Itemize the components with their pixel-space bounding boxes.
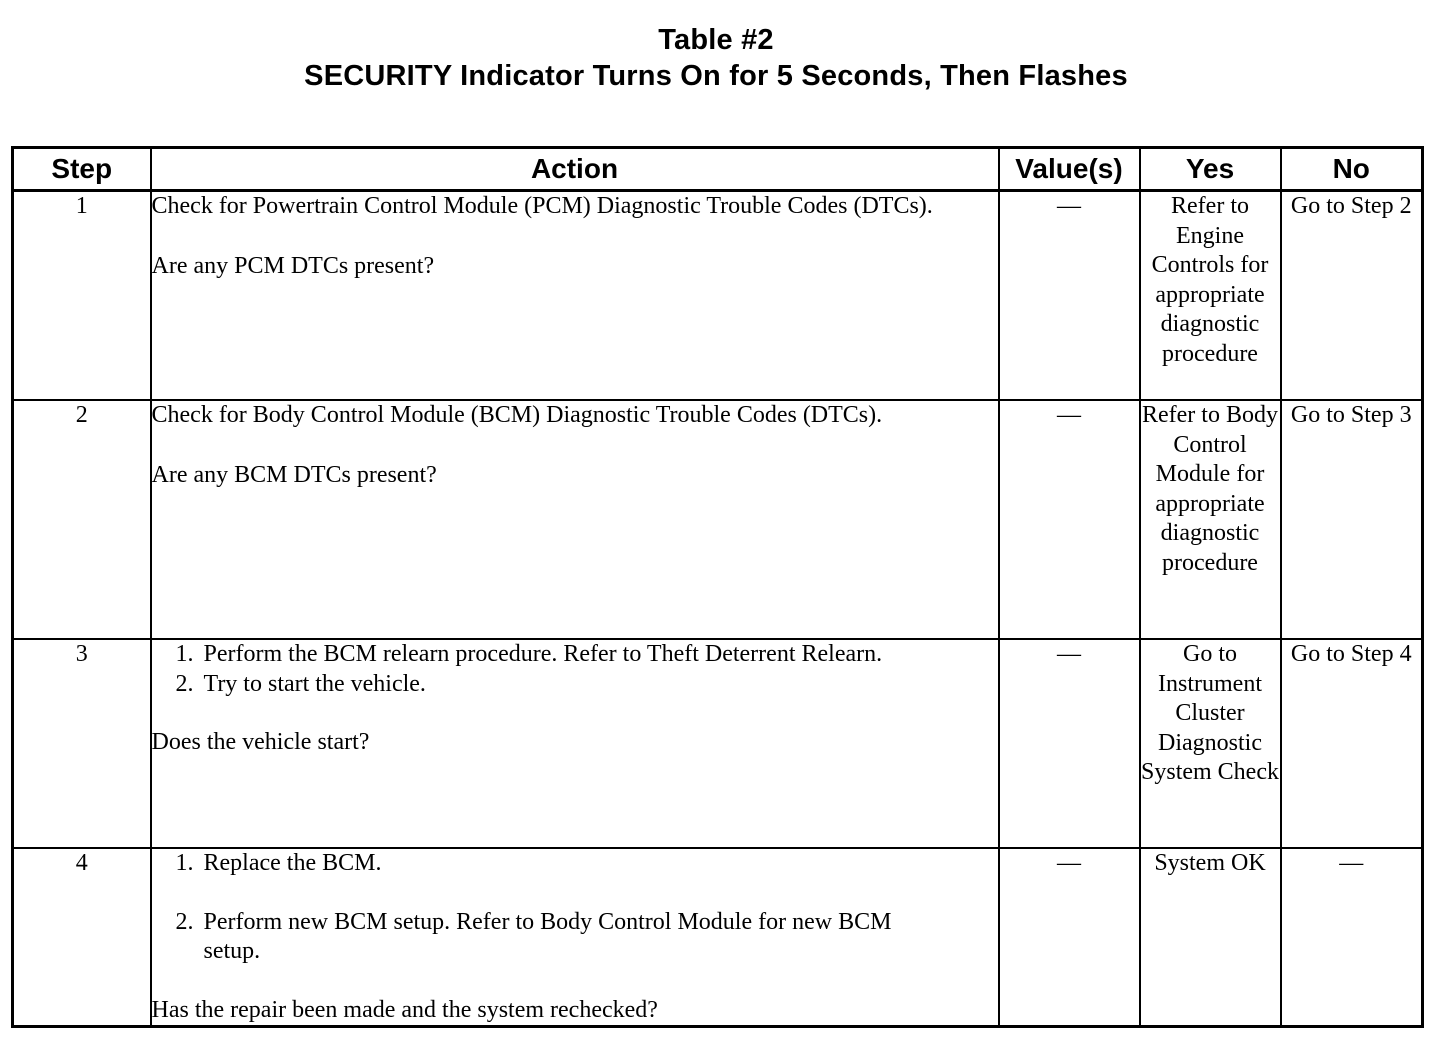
action-cell <box>151 191 999 401</box>
no-cell: Go to Step 3 <box>1281 400 1423 639</box>
header-values: Value(s) <box>999 148 1140 191</box>
step-number: 2 <box>13 400 151 639</box>
header-action: Action <box>151 148 999 191</box>
yes-cell: System OK <box>1140 848 1281 1027</box>
table-row <box>13 848 1423 1027</box>
header-row <box>13 148 1423 191</box>
action-question: Are any PCM DTCs present? <box>151 252 435 279</box>
yes-cell: Refer to Engine Controls for appropriate diagnostic procedure <box>1140 191 1281 401</box>
table-row <box>13 639 1423 848</box>
substep-item <box>175 849 998 879</box>
step-number: 4 <box>13 848 151 1027</box>
substep-list <box>152 640 998 699</box>
table-row <box>13 191 1423 401</box>
header-step: Step <box>13 148 151 191</box>
substep-number: 1. <box>175 850 194 876</box>
action-cell <box>151 639 999 848</box>
action-question: Does the vehicle start? <box>151 729 370 755</box>
substep-item <box>175 908 998 967</box>
substep-item <box>175 670 998 700</box>
table-row <box>13 400 1423 639</box>
value-cell: — <box>999 191 1140 401</box>
yes-cell: Go to Instrument Cluster Diagnostic System Check <box>1140 639 1281 848</box>
action-question: Are any BCM DTCs present? <box>151 461 437 488</box>
diagnostic-table <box>11 146 1424 1028</box>
header-yes: Yes <box>1140 148 1281 191</box>
header-no: No <box>1281 148 1423 191</box>
substep-text: Perform the BCM relearn procedure. Refer to Theft Deterrent Relearn. <box>203 641 883 667</box>
value-cell: — <box>999 639 1140 848</box>
action-text: Check for Powertrain Control Module (PCM) Diagnostic Trouble Codes (DTCs). <box>151 193 933 219</box>
step-number: 1 <box>13 191 151 401</box>
substep-number: 1. <box>175 641 194 667</box>
substep-text: Perform new BCM setup. Refer to Body Control Module for new BCM setup. <box>203 908 892 964</box>
substep-text: Replace the BCM. <box>203 850 382 876</box>
table-number: Table #2 <box>658 24 774 56</box>
action-cell <box>151 400 999 639</box>
table-heading: SECURITY Indicator Turns On for 5 Seconds, Then Flashes <box>304 60 1128 92</box>
no-cell: — <box>1281 848 1423 1027</box>
action-text: Check for Body Control Module (BCM) Diagnostic Trouble Codes (DTCs). <box>151 402 883 428</box>
substep-number: 2. <box>175 670 194 697</box>
substep-item <box>175 640 998 670</box>
action-question: Has the repair been made and the system rechecked? <box>151 996 658 1023</box>
value-cell: — <box>999 848 1140 1027</box>
document-title <box>0 22 1432 94</box>
substep-text: Try to start the vehicle. <box>203 670 426 697</box>
value-cell: — <box>999 400 1140 639</box>
substep-list <box>152 849 998 967</box>
step-number: 3 <box>13 639 151 848</box>
substep-number: 2. <box>175 908 194 935</box>
action-cell <box>151 848 999 1027</box>
yes-cell: Refer to Body Control Module for appropriate diagnostic procedure <box>1140 400 1281 639</box>
no-cell: Go to Step 4 <box>1281 639 1423 848</box>
no-cell: Go to Step 2 <box>1281 191 1423 401</box>
